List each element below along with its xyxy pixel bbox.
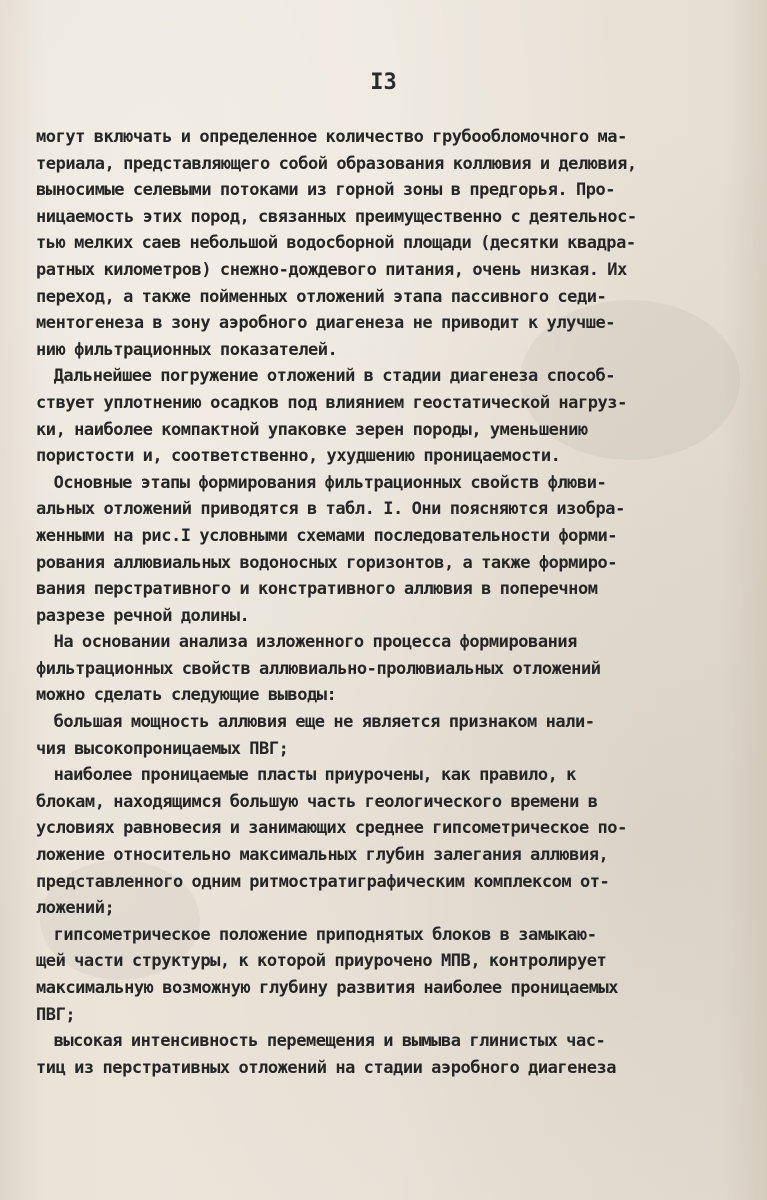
text-line: наиболее проницаемые пласты приурочены, как правило, к (36, 765, 576, 786)
text-line: ложений; (36, 898, 115, 919)
text-line: женными на рис.I условными схемами последовательности форми- (36, 525, 618, 546)
text-line: выносимые селевыми потоками из горной зоны в предгорья. Про- (36, 180, 616, 201)
text-line: большая мощность аллювия еще не является признаком нали- (36, 712, 595, 733)
text-line: можно сделать следующие выводы: (36, 685, 337, 706)
text-line: ПВГ; (36, 1004, 76, 1025)
text-line: фильтрационных свойств аллювиально-пролювиальных отложений (36, 658, 601, 679)
text-line: щей части структуры, к которой приурочено МПВ, контролирует (36, 951, 607, 972)
text-line: высокая интенсивность перемещения и вымыва глинистых час- (36, 1031, 606, 1052)
text-line: На основании анализа изложенного процесса формирования (36, 632, 577, 653)
text-line: максимальную возможную глубину развития наиболее проницаемых (36, 978, 619, 998)
text-line: могут включать и определенное количество грубообломочного ма- (36, 127, 627, 147)
text-line: ствует уплотнению осадков под влиянием геостатической нагруз- (36, 392, 627, 413)
text-line: альных отложений приводятся в табл. I. Они поясняются изобра- (36, 499, 625, 520)
text-line: чия высокопроницаемых ПВГ; (36, 738, 289, 759)
text-line: тиц из перстративных отложений на стадии аэробного диагенеза (36, 1057, 617, 1078)
text-line: пористости и, соответственно, ухудшению проницаемости. (36, 446, 561, 467)
text-line: нию фильтрационных показателей. (36, 339, 338, 360)
text-line: разрезе речной долины. (36, 605, 250, 626)
text-line: Дальнейшее погружение отложений в стадии диагенеза способ- (36, 366, 616, 387)
text-line: рования аллювиальных водоносных горизонтов, а также формиро- (36, 552, 618, 573)
text-line: ки, наиболее компактной упаковке зерен породы, уменьшению (36, 419, 588, 440)
text-line: Основные этапы формирования фильтрационных свойств флюви- (36, 472, 607, 493)
text-line: переход, а также пойменных отложений этапа пассивного седи- (36, 286, 607, 307)
text-line: гипсометрическое положение приподнятых блоков в замыкаю- (36, 924, 597, 945)
text-line: ментогенеза в зону аэробного диагенеза не приводит к улучше- (36, 313, 616, 334)
page-number: I3 (370, 70, 397, 95)
text-line: условиях равновесия и занимающих среднее гипсометрическое по- (36, 818, 627, 839)
text-line: вания перстративного и констративного аллювия в поперечном (36, 579, 598, 600)
text-line: представленного одним ритмостратиграфическим комплексом от- (36, 871, 610, 892)
text-line: ницаемость этих пород, связанных преимущественно с деятельнос- (36, 206, 637, 227)
body-text (36, 124, 756, 1081)
text-line: териала, представляющего собой образования коллювия и делювия, (36, 153, 637, 174)
text-line: ложение относительно максимальных глубин залегания аллювия, (36, 845, 609, 866)
text-line: ратных километров) снежно-дождевого питания, очень низкая. Их (36, 259, 627, 280)
text-line: блокам, находящимся большую часть геологического времени в (36, 791, 598, 812)
text-line: тью мелких саев небольшой водосборной площади (десятки квадра- (36, 233, 636, 254)
